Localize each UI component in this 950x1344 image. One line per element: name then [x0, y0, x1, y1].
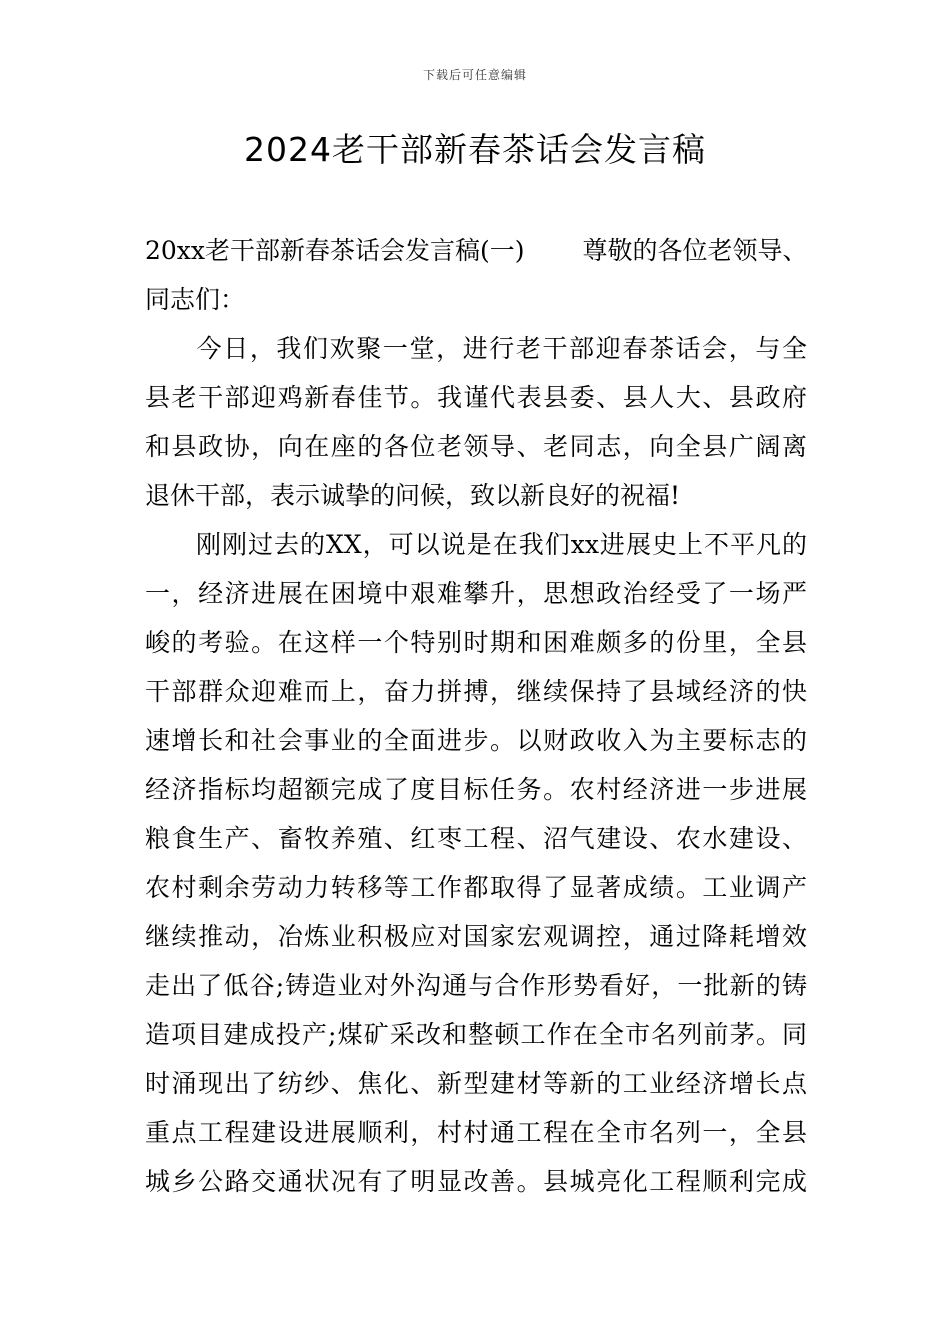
paragraph-line: 速增长和社会事业的全面进步。以财政收入为主要标志的: [145, 726, 807, 755]
paragraph-line: 造项目建成投产;煤矿采改和整顿工作在全市名列前茅。同: [145, 1020, 807, 1049]
paragraph-line: 农村剩余劳动力转移等工作都取得了显著成绩。工业调产: [145, 873, 807, 902]
page-title: 2024老干部新春茶话会发言稿: [244, 130, 706, 169]
paragraph-line: 今日，我们欢聚一堂，进行老干部迎春茶话会，与全: [195, 334, 807, 363]
paragraph-line: 干部群众迎难而上，奋力拼搏，继续保持了县域经济的快: [145, 677, 807, 706]
header-note: 下载后可任意编辑: [422, 68, 527, 82]
paragraph-line: 峻的考验。在这样一个特别时期和困难颇多的份里，全县: [145, 628, 807, 657]
paragraph-line: 重点工程建设进展顺利，村村通工程在全市名列一，全县: [145, 1118, 807, 1147]
salutation-part-1: 尊敬的各位老领导、: [582, 236, 808, 265]
paragraph-line: 继续推动，冶炼业积极应对国家宏观调控，通过降耗增效: [145, 922, 807, 951]
paragraph-line: 和县政协，向在座的各位老领导、老同志，向全县广阔离: [145, 432, 807, 461]
document-subtitle: 20xx老干部新春茶话会发言稿(一): [145, 236, 525, 265]
paragraph-line: 时涌现出了纺纱、焦化、新型建材等新的工业经济增长点: [145, 1069, 807, 1098]
opening-line-1: [145, 226, 807, 275]
paragraph-line: 退休干部，表示诚挚的问候，致以新良好的祝福!: [145, 481, 681, 510]
opening-line: [145, 226, 807, 324]
paragraph-line: 刚刚过去的XX，可以说是在我们xx进展史上不平凡的: [195, 530, 807, 559]
paragraph-line: 县老干部迎鸡新春佳节。我谨代表县委、县人大、县政府: [145, 383, 807, 412]
paragraph-line: 城乡公路交通状况有了明显改善。县城亮化工程顺利完成: [145, 1167, 807, 1196]
paragraph-line: 经济指标均超额完成了度目标任务。农村经济进一步进展: [145, 775, 807, 804]
paragraph-line: 粮食生产、畜牧养殖、红枣工程、沼气建设、农水建设、: [145, 824, 807, 853]
paragraph-1: [145, 324, 807, 520]
document-body: [145, 226, 807, 1206]
paragraph-line: 走出了低谷;铸造业对外沟通与合作形势看好，一批新的铸: [145, 971, 807, 1000]
salutation-part-2: 同志们：: [145, 285, 246, 314]
paragraph-2: [145, 520, 807, 1206]
paragraph-line: 一，经济进展在困境中艰难攀升，思想政治经受了一场严: [145, 579, 807, 608]
